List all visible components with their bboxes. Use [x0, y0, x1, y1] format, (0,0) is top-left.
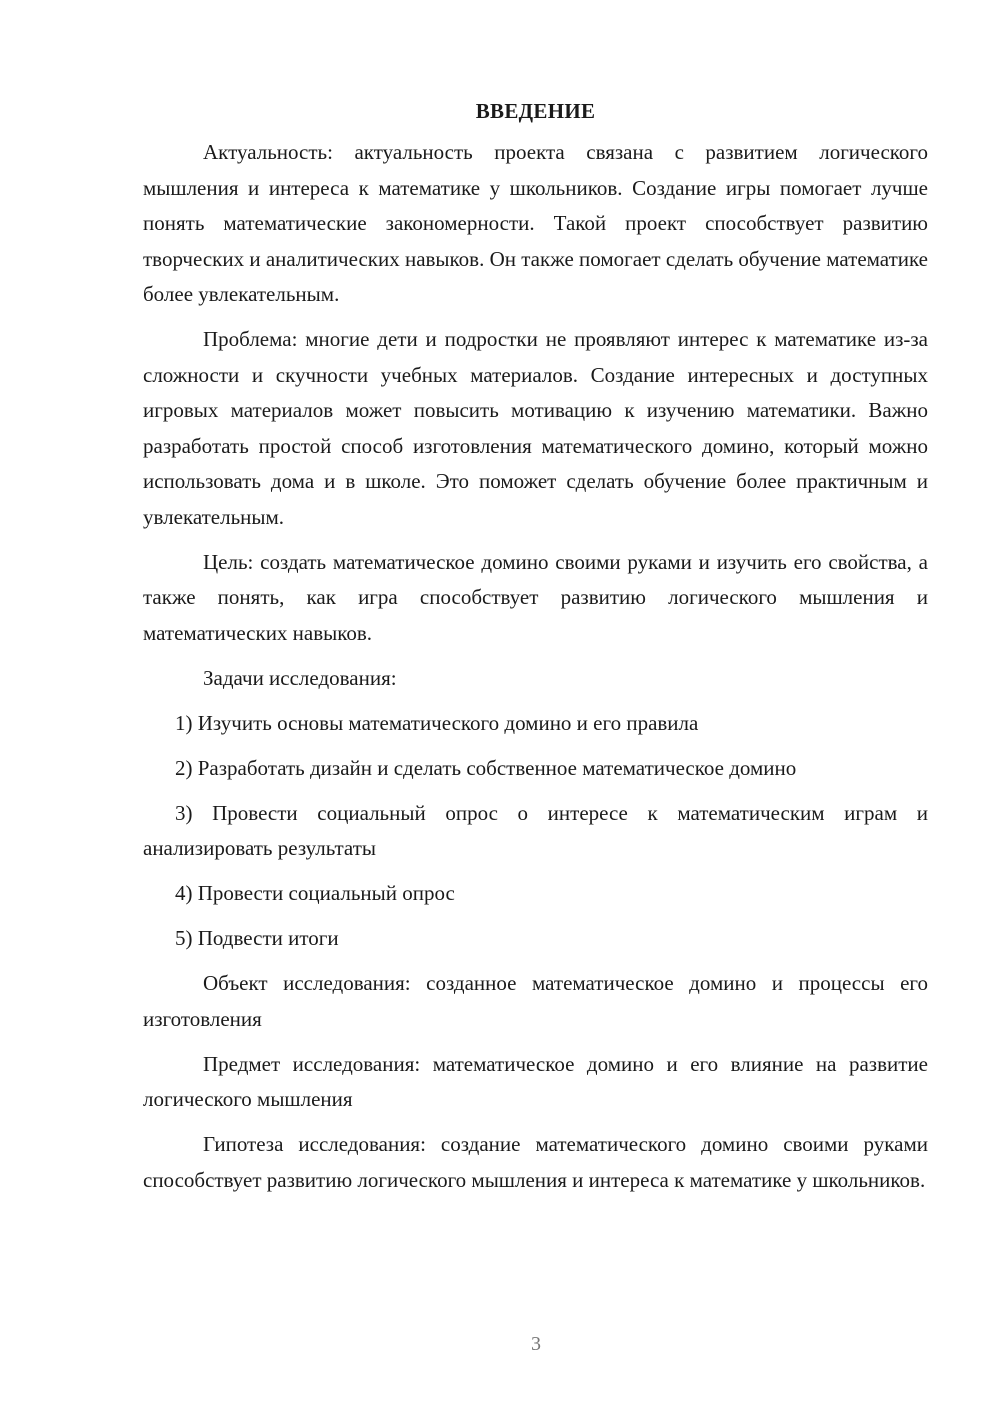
- task-item-5: 5) Подвести итоги: [175, 926, 339, 950]
- object-paragraph: Объект исследования: созданное математическое домино и процессы его изготовления: [143, 971, 928, 1031]
- page-number: 3: [531, 1333, 541, 1355]
- task-item-3: 3) Провести социальный опрос о интересе к математическим играм и анализировать результаты: [143, 800, 928, 860]
- goal-paragraph: Цель: создать математическое домино своими руками и изучить его свойства, а также понять, как игра способствует развитию логического мышления и математических навыков.: [143, 549, 928, 645]
- relevance-paragraph: Актуальность: актуальность проекта связана с развитием логического мышления и интереса к математике у школьников. Создание игры помогает лучше понять математические закономерности. Такой проект способствует развитию творческих и аналитических навыков. Он также помогает сделать обучение математике более увлекательным.: [143, 140, 928, 306]
- page-content: [143, 94, 928, 1208]
- hypothesis-paragraph: Гипотеза исследования: создание математического домино своими руками способствует развитию логического мышления и интереса к математике у школьников.: [143, 1132, 928, 1192]
- task-item-1: 1) Изучить основы математического домино и его правила: [175, 710, 699, 735]
- subject-paragraph: Предмет исследования: математическое домино и его влияние на развитие логического мышления: [143, 1051, 928, 1111]
- problem-paragraph: Проблема: многие дети и подростки не проявляют интерес к математике из-за сложности и скучности учебных материалов. Создание интересных и доступных игровых материалов может повысить мотивацию к изучению математики. Важно разработать простой способ изготовления математического домино, который можно использовать дома и в школе. Это поможет сделать обучение более практичным и увлекательным.: [143, 327, 928, 529]
- task-item-4: 4) Провести социальный опрос: [175, 881, 455, 905]
- tasks-title: Задачи исследования:: [203, 665, 397, 690]
- section-heading: ВВЕДЕНИЕ: [475, 99, 596, 123]
- task-item-2: 2) Разработать дизайн и сделать собственное математическое домино: [175, 755, 797, 780]
